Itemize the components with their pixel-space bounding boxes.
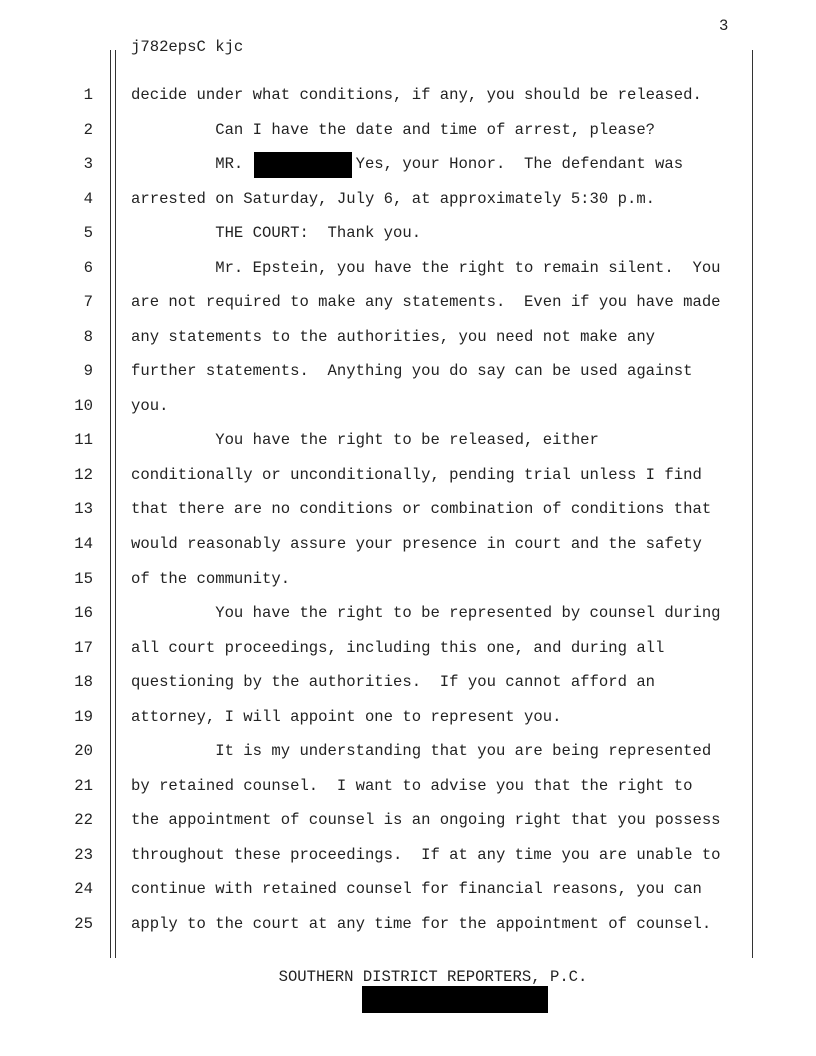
- transcript-line: decide under what conditions, if any, you should be released.: [131, 86, 702, 104]
- transcript-line: throughout these proceedings. If at any time you are unable to: [131, 845, 721, 864]
- transcript-line: the appointment of counsel is an ongoing right that you possess: [131, 811, 721, 830]
- transcript-line: by retained counsel. I want to advise you that the right to: [131, 776, 693, 795]
- transcript-line: continue with retained counsel for financial reasons, you can: [131, 880, 702, 899]
- line-number: 12: [74, 465, 93, 484]
- left-margin-rule-inner: [115, 50, 116, 958]
- line-number: 8: [83, 327, 93, 346]
- line-number: 3: [83, 155, 93, 174]
- line-number: 11: [74, 431, 93, 450]
- header-code: j782epsC kjc: [131, 38, 244, 56]
- transcript-line: any statements to the authorities, you need not make any: [131, 327, 656, 346]
- line-number: 15: [74, 569, 93, 588]
- transcript-line: You have the right to be represented by counsel during: [131, 604, 721, 623]
- transcript-line: It is my understanding that you are being represented: [131, 742, 712, 761]
- transcript-line: Mr. Epstein, you have the right to remain silent. You: [131, 258, 721, 277]
- line-number: 10: [74, 396, 93, 415]
- line-number: 7: [83, 293, 93, 312]
- transcript-line: You have the right to be released, either: [131, 431, 599, 450]
- right-margin-rule: [752, 50, 753, 958]
- transcript-line: further statements. Anything you do say can be used against: [131, 362, 693, 381]
- transcript-line: you.: [131, 396, 169, 415]
- line-number: 14: [74, 535, 93, 554]
- line-number: 2: [83, 120, 93, 139]
- transcript-line: MR. Yes, your Honor. The defendant was: [131, 155, 684, 174]
- transcript-line: all court proceedings, including this one, and during all: [131, 638, 665, 657]
- left-margin-rule: [110, 50, 111, 958]
- line-number: 6: [83, 258, 93, 277]
- redaction-box-footer: [362, 986, 548, 1013]
- line-number: 9: [83, 362, 93, 381]
- line-number: 24: [74, 880, 93, 899]
- transcript-line: questioning by the authorities. If you cannot afford an: [131, 673, 656, 692]
- line-number: 5: [83, 224, 93, 243]
- transcript-line: of the community.: [131, 569, 291, 588]
- transcript-line: THE COURT: Thank you.: [131, 224, 422, 243]
- footer-reporter: SOUTHERN DISTRICT REPORTERS, P.C.: [278, 968, 588, 986]
- line-number: 19: [74, 707, 93, 726]
- line-number: 1: [83, 86, 93, 104]
- page-number: 3: [719, 17, 729, 35]
- line-number: 16: [74, 604, 93, 623]
- line-number: 4: [83, 189, 93, 208]
- line-number: 17: [74, 638, 93, 657]
- line-number: 20: [74, 742, 93, 761]
- transcript-line: attorney, I will appoint one to represent you.: [131, 707, 562, 726]
- line-number: 22: [74, 811, 93, 830]
- line-number: 25: [74, 914, 93, 933]
- line-number: 21: [74, 776, 93, 795]
- transcript-line: would reasonably assure your presence in court and the safety: [131, 535, 702, 554]
- transcript-line: apply to the court at any time for the appointment of counsel.: [131, 914, 712, 933]
- line-number: 23: [74, 845, 93, 864]
- line-number: 13: [74, 500, 93, 519]
- transcript-line: that there are no conditions or combination of conditions that: [131, 500, 712, 519]
- transcript-line: conditionally or unconditionally, pending trial unless I find: [131, 465, 702, 484]
- transcript-line: arrested on Saturday, July 6, at approximately 5:30 p.m.: [131, 189, 656, 208]
- line-number: 18: [74, 673, 93, 692]
- transcript-line: are not required to make any statements. Even if you have made: [131, 293, 721, 312]
- transcript-line: Can I have the date and time of arrest, please?: [131, 120, 656, 139]
